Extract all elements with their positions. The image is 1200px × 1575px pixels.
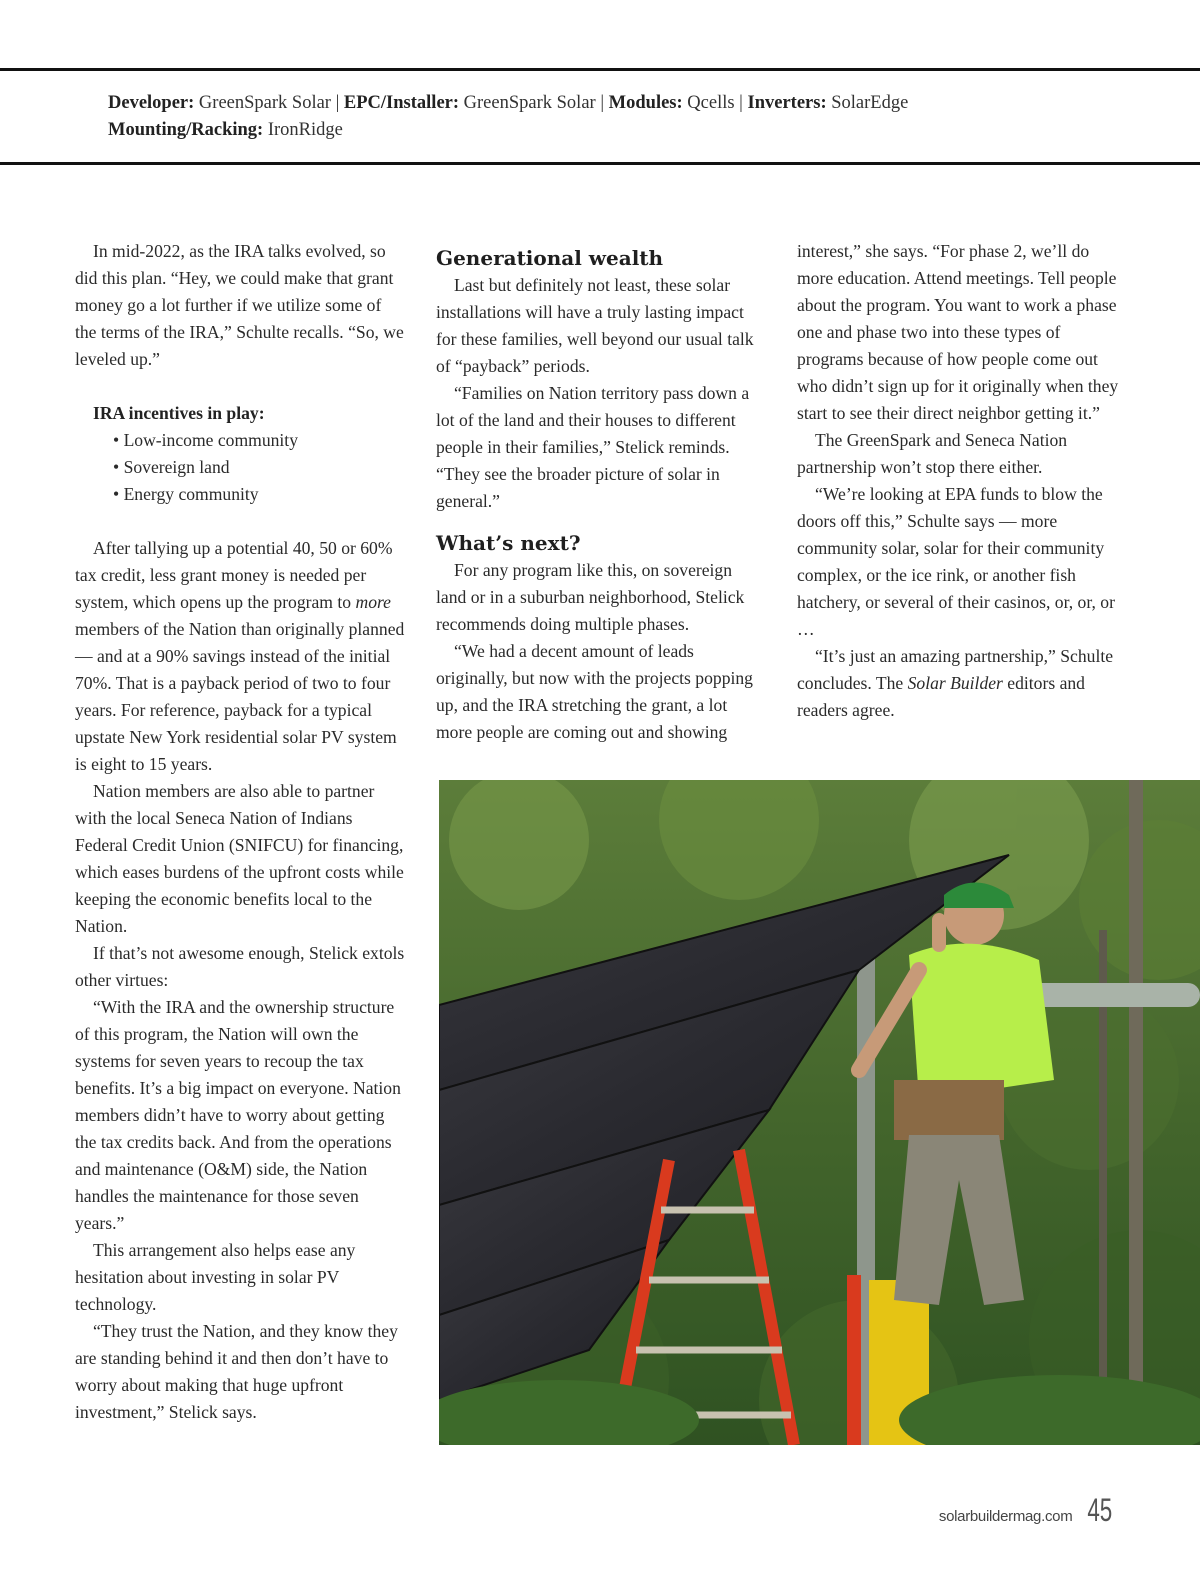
modules-label: Modules: [608, 93, 683, 113]
list-item: • Sovereign land [113, 454, 405, 481]
mounting-value: IronRidge [267, 120, 343, 140]
list-item: • Low-income community [113, 427, 405, 454]
paragraph: After tallying up a potential 40, 50 or 60% tax credit, less grant money is needed per system, which opens up the program to more members of the Nation than originally planned — and at a 90% savings instead of the initial 70%. That is a payback period of two to four years. For reference, payback for a typical upstate New York residential solar PV system is eight to 15 years. [75, 538, 405, 774]
paragraph: If that’s not awesome enough, Stelick extols other virtues: [75, 943, 405, 990]
credits-line-1 [108, 90, 1168, 117]
top-rule [0, 68, 1200, 71]
paragraph: “They trust the Nation, and they know they are standing behind it and then don’t have to worry about making that huge upfront investment,” Stelick says. [75, 1321, 398, 1422]
paragraph: “Families on Nation territory pass down a lot of the land and their houses to different people in their families,” Stelick reminds. “They see the broader picture of solar in general.” [436, 383, 750, 511]
section-heading-generational-wealth: Generational wealth [436, 246, 664, 270]
inverters-label: Inverters: [747, 93, 827, 113]
paragraph: “It’s just an amazing partnership,” Schulte concludes. The Solar Builder editors and readers agree. [797, 646, 1114, 720]
ira-incentives-list [93, 427, 405, 508]
separator: | [330, 93, 344, 113]
credits-line-2 [108, 117, 1168, 144]
epc-value: GreenSpark Solar [463, 93, 596, 113]
photo-illustration [439, 780, 1200, 1445]
mounting-label: Mounting/Racking: [108, 120, 264, 140]
ira-incentives-box [75, 400, 405, 508]
paragraph: “We had a decent amount of leads originally, but now with the projects popping up, and the IRA stretching the grant, a lot more people are coming out and showing [436, 641, 753, 742]
site-url: solarbuildermag.com [938, 1508, 1073, 1525]
paragraph: This arrangement also helps ease any hesitation about investing in solar PV technology. [75, 1240, 356, 1314]
ira-incentives-title: IRA incentives in play: [93, 403, 265, 423]
bottom-rule [0, 162, 1200, 165]
separator: | [734, 93, 748, 113]
modules-value: Qcells [687, 93, 735, 113]
paragraph: In mid-2022, as the IRA talks evolved, so did this plan. “Hey, we could make that grant money go a lot further if we utilize some of the terms of the IRA,” Schulte recalls. “So, we leveled up.” [75, 241, 404, 369]
article-column-1 [75, 238, 405, 1426]
article-column-3 [797, 238, 1127, 724]
paragraph: Last but definitely not least, these solar installations will have a truly lasting impact for these families, well beyond our usual talk of “payback” periods. [436, 275, 754, 376]
page-footer [939, 1492, 1118, 1529]
paragraph: “With the IRA and the ownership structure of this program, the Nation will own the systems for seven years to recoup the tax benefits. It’s a big impact on everyone. Nation members didn’t have to worry about getting the tax credits back. And from the operations and maintenance (O&M) side, the Nation handles the maintenance for those seven years.” [75, 997, 401, 1233]
inverters-value: SolarEdge [831, 93, 909, 113]
paragraph: “We’re looking at EPA funds to blow the doors off this,” Schulte says — more community solar, solar for their community complex, or the ice rink, or another fish hatchery, or several of their casinos, or, or, or … [797, 484, 1115, 639]
epc-label: EPC/Installer: [343, 93, 460, 113]
solar-installation-photo [439, 780, 1200, 1445]
project-credits [108, 90, 1168, 144]
paragraph: The GreenSpark and Seneca Nation partnership won’t stop there either. [797, 430, 1068, 477]
list-item: • Energy community [113, 481, 405, 508]
developer-value: GreenSpark Solar [198, 93, 331, 113]
article-column-2 [436, 238, 764, 746]
paragraph: interest,” she says. “For phase 2, we’ll do more education. Attend meetings. Tell people about the program. You want to work a phase one and phase two into these types of programs because of how people come out who didn’t sign up for it originally when they start to see their direct neighbor getting it.” [797, 241, 1119, 423]
developer-label: Developer: [108, 93, 195, 113]
separator: | [595, 93, 609, 113]
page-number: 45 [1087, 1492, 1113, 1528]
section-heading-whats-next: What’s next? [436, 531, 581, 555]
paragraph: Nation members are also able to partner with the local Seneca Nation of Indians Federal Credit Union (SNIFCU) for financing, which eases burdens of the upfront costs while keeping the economic benefits local to the Nation. [75, 781, 404, 936]
paragraph: For any program like this, on sovereign land or in a suburban neighborhood, Stelick recommends doing multiple phases. [436, 560, 745, 634]
